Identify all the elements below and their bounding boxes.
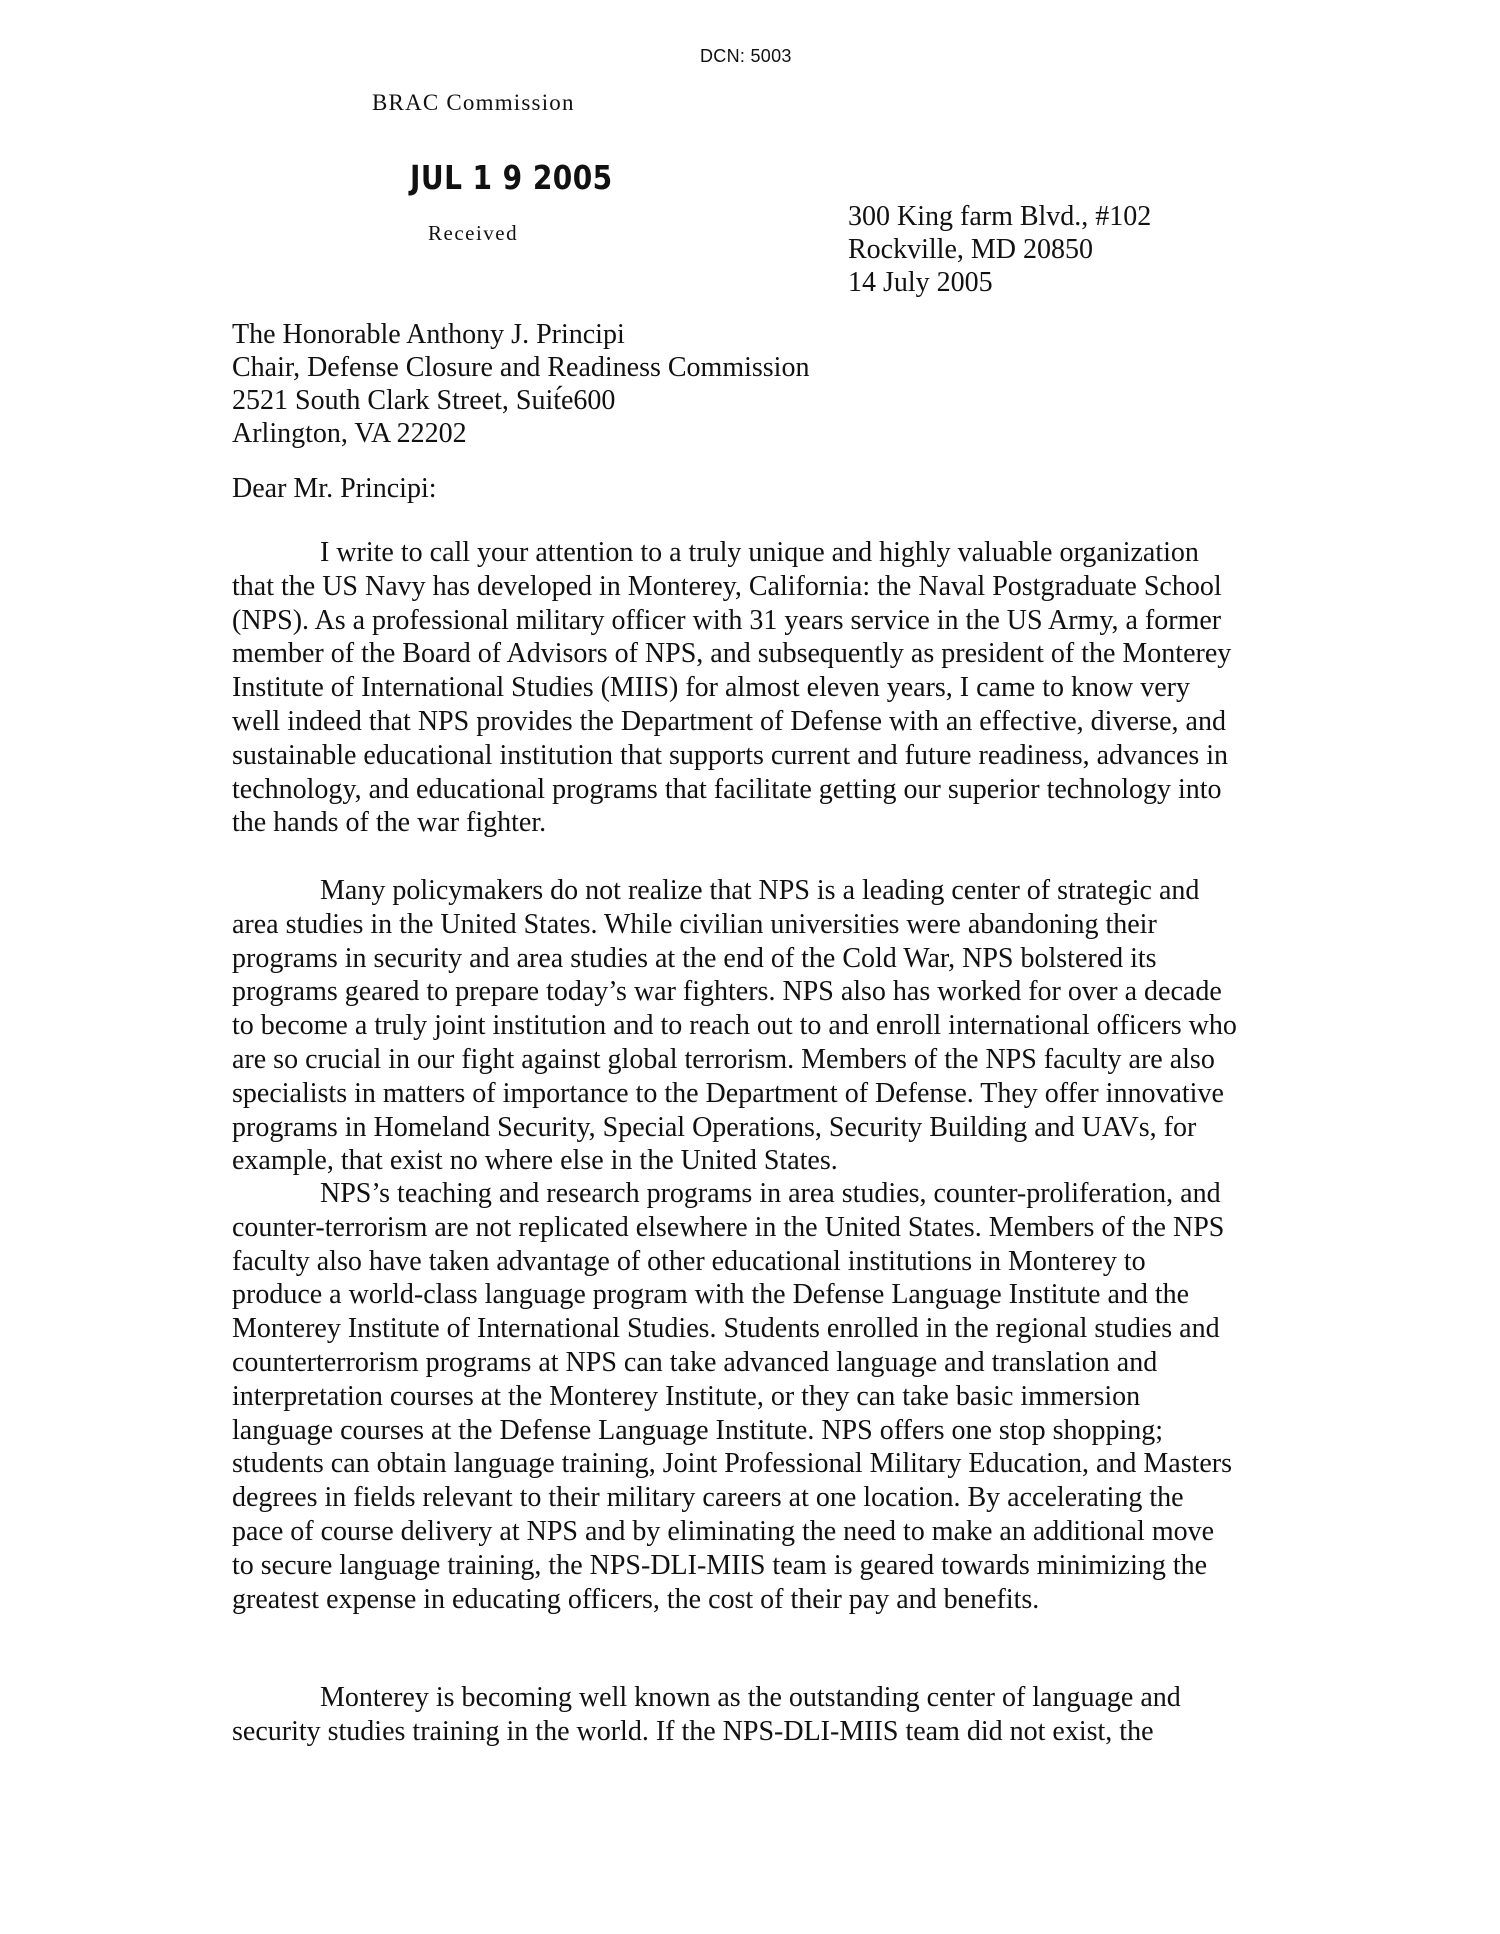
- body-paragraph-1: [232, 536, 1278, 840]
- sender-address: [848, 200, 1151, 299]
- paragraph-line: technology, and educational programs that facilitate getting our superior technology into: [232, 773, 1222, 805]
- paragraph-line: the hands of the war fighter.: [232, 807, 547, 839]
- paragraph-line: to become a truly joint institution and to reach out to and enroll international officers who: [232, 1010, 1237, 1042]
- letter-date: 14 July 2005: [848, 267, 993, 298]
- paragraph-line: language courses at the Defense Language Institute. NPS offers one stop shopping;: [232, 1414, 1164, 1446]
- paragraph-line: programs in security and area studies at the end of the Cold War, NPS bolstered its: [232, 942, 1157, 974]
- paragraph-line: well indeed that NPS provides the Department of Defense with an effective, diverse, and: [232, 705, 1226, 737]
- stamp-status: Received: [428, 221, 519, 245]
- salutation: Dear Mr. Principi:: [232, 473, 437, 504]
- paragraph-line: that the US Navy has developed in Monterey, California: the Naval Postgraduate School: [232, 570, 1222, 602]
- sender-address-line: 300 King farm Blvd., #102: [848, 201, 1152, 232]
- stamp-date: JUL 1 9 2005: [410, 158, 613, 197]
- paragraph-line: Institute of International Studies (MIIS) for almost eleven years, I came to know very: [232, 672, 1190, 704]
- paragraph-line: programs geared to prepare today’s war fighters. NPS also has worked for over a decade: [232, 976, 1222, 1008]
- paragraph-line: example, that exist no where else in the United States.: [232, 1145, 838, 1177]
- paragraph-line: specialists in matters of importance to the Department of Defense. They offer innovative: [232, 1077, 1224, 1109]
- paragraph-line: member of the Board of Advisors of NPS, and subsequently as president of the Monterey: [232, 638, 1232, 670]
- paragraph-line: programs in Homeland Security, Special Operations, Security Building and UAVs, for: [232, 1111, 1197, 1143]
- paragraph-line: Monterey Institute of International Studies. Students enrolled in the regional studies and: [232, 1313, 1220, 1345]
- body-paragraph-4: [232, 1681, 1278, 1749]
- paragraph-line: are so crucial in our fight against global terrorism. Members of the NPS faculty are also: [232, 1043, 1215, 1075]
- body-paragraph-3: [232, 1177, 1278, 1616]
- paragraph-line: I write to call your attention to a truly unique and highly valuable organization: [320, 537, 1199, 568]
- recipient-city: Arlington, VA 22202: [232, 418, 467, 449]
- paragraph-line: area studies in the United States. While civilian universities were abandoning their: [232, 908, 1157, 940]
- paragraph-line: counterterrorism programs at NPS can take advanced language and translation and: [232, 1346, 1158, 1378]
- paragraph-line: produce a world-class language program with the Defense Language Institute and the: [232, 1279, 1190, 1311]
- paragraph-line: interpretation courses at the Monterey Institute, or they can take basic immersion: [232, 1380, 1141, 1412]
- paragraph-line: NPS’s teaching and research programs in area studies, counter-proliferation, and: [320, 1178, 1221, 1209]
- paragraph-line: students can obtain language training, Joint Professional Military Education, and Masters: [232, 1448, 1233, 1480]
- paragraph-line: Many policymakers do not realize that NPS is a leading center of strategic and: [320, 875, 1200, 906]
- paragraph-line: pace of course delivery at NPS and by eliminating the need to make an additional move: [232, 1515, 1215, 1547]
- paragraph-line: to secure language training, the NPS-DLI-MIIS team is geared towards minimizing the: [232, 1549, 1208, 1581]
- recipient-street: 2521 South Clark Street, Suit́e600: [232, 385, 616, 416]
- paragraph-line: degrees in fields relevant to their military careers at one location. By accelerating the: [232, 1482, 1184, 1514]
- paragraph-line: (NPS). As a professional military officer with 31 years service in the US Army, a former: [232, 604, 1222, 636]
- document-control-number: DCN: 5003: [700, 46, 792, 66]
- stamp-organization: BRAC Commission: [372, 90, 575, 115]
- paragraph-line: sustainable educational institution that supports current and future readiness, advances in: [232, 739, 1229, 771]
- body-paragraph-2: [232, 874, 1278, 1178]
- recipient-address: [232, 318, 809, 450]
- paragraph-line: greatest expense in educating officers, the cost of their pay and benefits.: [232, 1583, 1040, 1615]
- recipient-name: The Honorable Anthony J. Principi: [232, 319, 625, 350]
- paragraph-line: counter-terrorism are not replicated elsewhere in the United States. Members of the NPS: [232, 1211, 1225, 1243]
- paragraph-line: security studies training in the world. If the NPS-DLI-MIIS team did not exist, the: [232, 1715, 1154, 1747]
- paragraph-line: faculty also have taken advantage of other educational institutions in Monterey to: [232, 1245, 1146, 1277]
- sender-address-line: Rockville, MD 20850: [848, 234, 1093, 265]
- recipient-title: Chair, Defense Closure and Readiness Commission: [232, 352, 810, 383]
- paragraph-line: Monterey is becoming well known as the outstanding center of language and: [320, 1682, 1181, 1713]
